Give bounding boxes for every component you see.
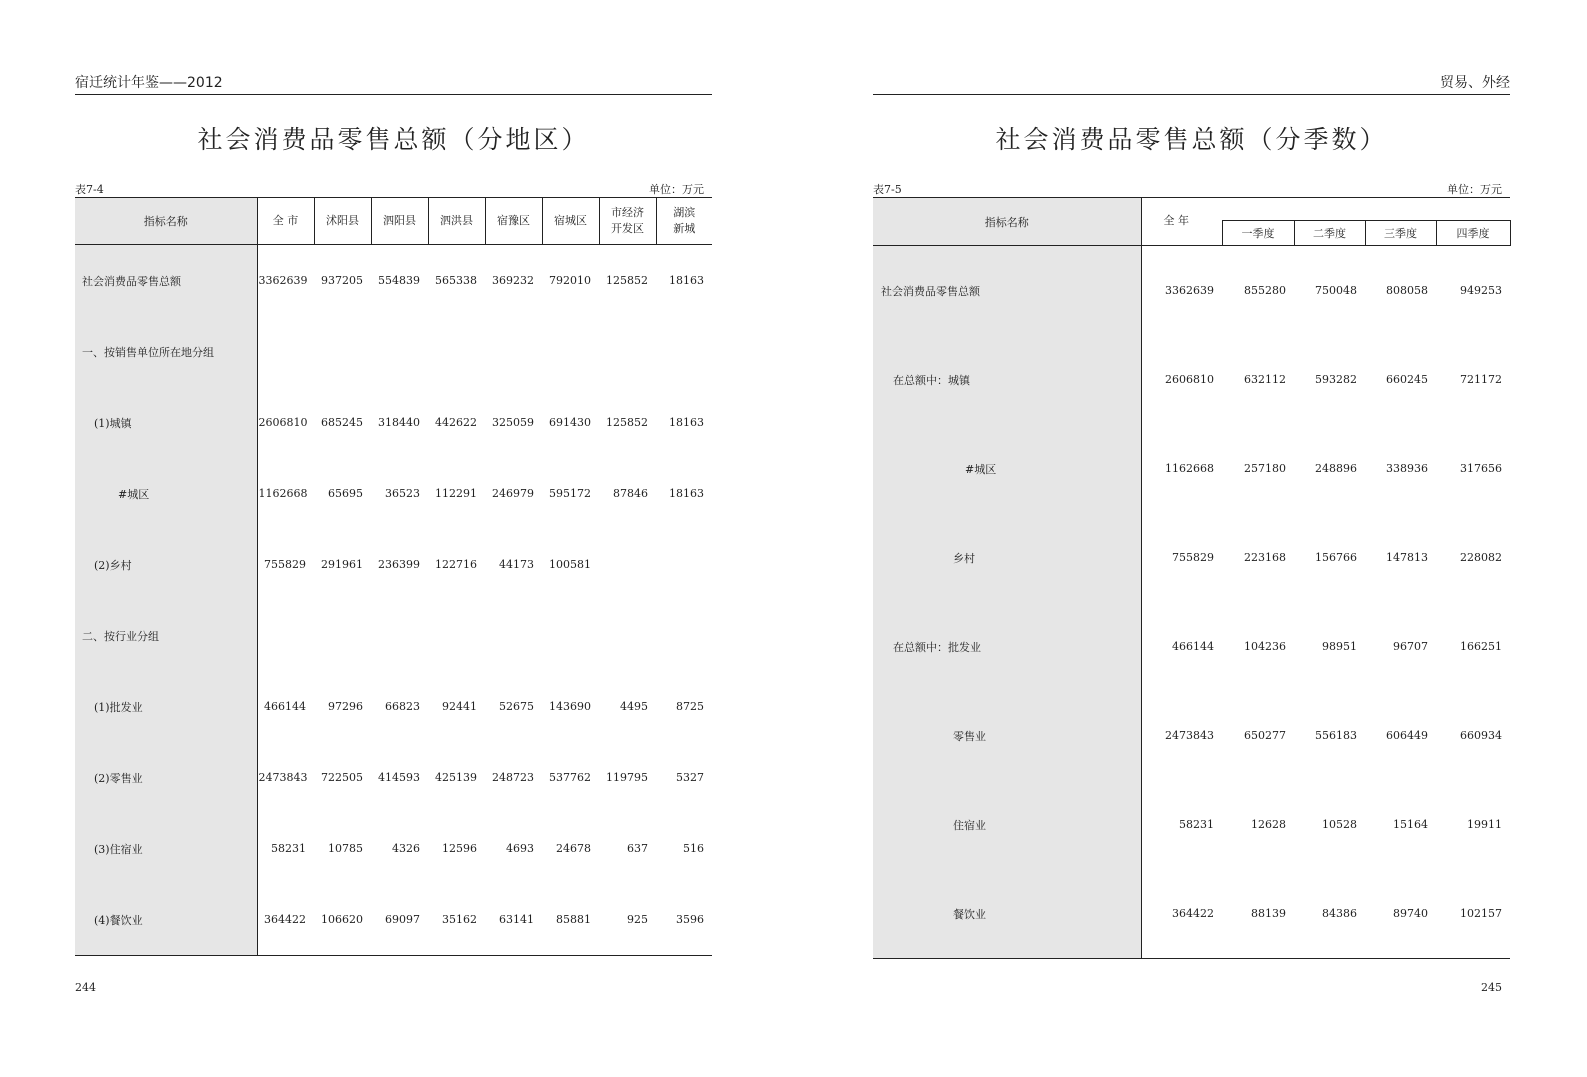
cell-value: 10528 (1322, 818, 1357, 831)
column-header (599, 198, 656, 245)
cell-value: 19911 (1467, 818, 1502, 831)
cell-value: 2606810 (258, 416, 308, 429)
column-header (428, 198, 485, 245)
table-row (75, 884, 712, 956)
cell-value: 96707 (1393, 640, 1428, 653)
column-header (257, 198, 314, 245)
table-row (75, 458, 712, 529)
cell-value: 15164 (1393, 818, 1428, 831)
cell-value: 4326 (392, 842, 420, 855)
cell-value: 223168 (1244, 551, 1286, 564)
table-row (75, 600, 712, 671)
cell-value: 317656 (1460, 462, 1502, 475)
cell-value: 660245 (1386, 373, 1428, 386)
cell-value: 414593 (378, 771, 420, 784)
cell-value: 166251 (1460, 640, 1502, 653)
cell-value: 425139 (435, 771, 477, 784)
column-header-indicator: 指标名称 (75, 198, 257, 245)
page-number: 244 (75, 981, 96, 994)
column-header (485, 198, 542, 245)
cell-value: 2473843 (258, 771, 308, 784)
cell-value: 2606810 (1165, 373, 1214, 386)
row-label: #城区 (873, 424, 1141, 513)
cell-value: 755829 (264, 558, 306, 571)
header-spacer (1222, 198, 1510, 221)
unit-label: 单位：万元 (649, 183, 704, 196)
cell-value: 65695 (328, 487, 363, 500)
cell-value: 3362639 (258, 274, 308, 287)
table-row (75, 245, 712, 317)
cell-value: 58231 (271, 842, 306, 855)
cell-value: 97296 (328, 700, 363, 713)
row-label: 零售业 (873, 691, 1141, 780)
table-row (873, 869, 1510, 959)
table-header-row (873, 198, 1510, 221)
cell-value: 722505 (321, 771, 363, 784)
table-row (75, 813, 712, 884)
cell-value: 36523 (385, 487, 420, 500)
cell-value: 147813 (1386, 551, 1428, 564)
cell-value: 593282 (1315, 373, 1357, 386)
column-header (656, 198, 712, 245)
column-header-indicator: 指标名称 (873, 198, 1141, 246)
cell-value: 808058 (1386, 284, 1428, 297)
cell-value: 112291 (435, 487, 477, 500)
cell-value: 63141 (485, 884, 542, 956)
row-label: 在总额中：批发业 (873, 602, 1141, 691)
row-label: (2)乡村 (75, 529, 257, 600)
cell-value: 466144 (1172, 640, 1214, 653)
cell-value (656, 600, 712, 671)
column-header-quarter: 一季度 (1222, 221, 1294, 246)
cell-value: 122716 (435, 558, 477, 571)
cell-value: 228082 (1460, 551, 1502, 564)
cell-value: 119795 (606, 771, 648, 784)
cell-value: 18163 (669, 416, 704, 429)
cell-value: 156766 (1315, 551, 1357, 564)
cell-value (656, 529, 712, 600)
cell-value: 257180 (1244, 462, 1286, 475)
row-label: #城区 (75, 458, 257, 529)
cell-value: 3596 (656, 884, 712, 956)
cell-value: 10785 (328, 842, 363, 855)
cell-value: 84386 (1294, 869, 1365, 959)
row-label: (4)餐饮业 (75, 884, 257, 956)
section-title: 贸易、外经 (1440, 75, 1510, 91)
region-table (75, 197, 712, 956)
cell-value: 1162668 (258, 487, 308, 500)
cell-value: 516 (683, 842, 704, 855)
cell-value: 632112 (1244, 373, 1286, 386)
cell-value: 660934 (1460, 729, 1502, 742)
cell-value (599, 600, 656, 671)
cell-value: 556183 (1315, 729, 1357, 742)
column-header-line: 全 市 (272, 214, 299, 227)
cell-value: 637 (627, 842, 648, 855)
cell-value: 102157 (1436, 869, 1510, 959)
row-label: (2)零售业 (75, 742, 257, 813)
cell-value (371, 316, 428, 387)
column-header-line: 新城 (673, 222, 696, 235)
cell-value: 537762 (549, 771, 591, 784)
table-row (75, 387, 712, 458)
cell-value (599, 316, 656, 387)
cell-value: 52675 (499, 700, 534, 713)
cell-value: 104236 (1244, 640, 1286, 653)
row-label: 住宿业 (873, 780, 1141, 869)
row-label: 乡村 (873, 513, 1141, 602)
cell-value: 925 (599, 884, 656, 956)
cell-value: 100581 (549, 558, 591, 571)
cell-value (599, 529, 656, 600)
table-row (873, 246, 1510, 336)
table-row (75, 742, 712, 813)
cell-value: 85881 (542, 884, 599, 956)
cell-value: 2473843 (1165, 729, 1214, 742)
column-header (542, 198, 599, 245)
cell-value: 792010 (549, 274, 591, 287)
quarter-table (873, 197, 1511, 959)
cell-value: 318440 (378, 416, 420, 429)
row-label: (3)住宿业 (75, 813, 257, 884)
row-label: 餐饮业 (873, 869, 1141, 959)
table-title-by-region: 社会消费品零售总额（分地区） (197, 125, 590, 154)
cell-value: 364422 (1141, 869, 1222, 959)
row-label: 在总额中：城镇 (873, 335, 1141, 424)
cell-value: 246979 (492, 487, 534, 500)
cell-value (314, 600, 371, 671)
cell-value: 685245 (321, 416, 363, 429)
cell-value: 949253 (1460, 284, 1502, 297)
cell-value (428, 316, 485, 387)
column-header-line: 宿豫区 (497, 214, 530, 227)
cell-value (485, 316, 542, 387)
cell-value: 92441 (442, 700, 477, 713)
column-header-line: 湖滨 (673, 206, 696, 219)
cell-value: 248896 (1315, 462, 1357, 475)
cell-value: 325059 (492, 416, 534, 429)
cell-value (485, 600, 542, 671)
table-row (873, 691, 1510, 780)
row-label: 二、按行业分组 (75, 600, 257, 671)
unit-label: 单位：万元 (1447, 183, 1502, 196)
page-number: 245 (1481, 981, 1502, 994)
cell-value (542, 600, 599, 671)
table-number: 表7-4 (75, 183, 104, 196)
cell-value: 3362639 (1165, 284, 1214, 297)
table-row (873, 513, 1510, 602)
table-row (75, 671, 712, 742)
cell-value: 106620 (314, 884, 371, 956)
column-header-line: 宿城区 (554, 214, 587, 227)
cell-value: 125852 (606, 274, 648, 287)
cell-value: 69097 (371, 884, 428, 956)
cell-value: 8725 (676, 700, 704, 713)
cell-value (314, 316, 371, 387)
cell-value: 595172 (549, 487, 591, 500)
table-row (873, 602, 1510, 691)
cell-value: 721172 (1460, 373, 1502, 386)
cell-value: 937205 (321, 274, 363, 287)
cell-value: 44173 (499, 558, 534, 571)
running-header-right (873, 76, 1510, 95)
table-row (873, 424, 1510, 513)
cell-value: 606449 (1386, 729, 1428, 742)
cell-value: 855280 (1244, 284, 1286, 297)
column-header-line: 开发区 (611, 222, 644, 235)
row-label: 一、按销售单位所在地分组 (75, 316, 257, 387)
cell-value: 248723 (492, 771, 534, 784)
cell-value: 4495 (620, 700, 648, 713)
column-header-quarter: 二季度 (1294, 221, 1365, 246)
row-label: 社会消费品零售总额 (873, 246, 1141, 336)
cell-value: 338936 (1386, 462, 1428, 475)
cell-value (542, 316, 599, 387)
column-header-line: 泗阳县 (383, 214, 416, 227)
cell-value: 12596 (442, 842, 477, 855)
cell-value: 466144 (264, 700, 306, 713)
cell-value: 5327 (676, 771, 704, 784)
cell-value: 4693 (506, 842, 534, 855)
table-title-by-quarter: 社会消费品零售总额（分季数） (995, 125, 1388, 154)
row-label: 社会消费品零售总额 (75, 245, 257, 317)
running-header-left (75, 76, 712, 95)
cell-value (428, 600, 485, 671)
cell-value: 554839 (378, 274, 420, 287)
cell-value: 236399 (378, 558, 420, 571)
cell-value: 89740 (1365, 869, 1436, 959)
row-label: (1)城镇 (75, 387, 257, 458)
cell-value: 18163 (669, 274, 704, 287)
cell-value: 1162668 (1165, 462, 1214, 475)
cell-value: 58231 (1179, 818, 1214, 831)
cell-value: 364422 (257, 884, 314, 956)
row-label: (1)批发业 (75, 671, 257, 742)
cell-value: 442622 (435, 416, 477, 429)
column-header (314, 198, 371, 245)
cell-value: 18163 (669, 487, 704, 500)
table-header-row (75, 198, 712, 245)
table-number: 表7-5 (873, 183, 902, 196)
cell-value: 691430 (549, 416, 591, 429)
column-header-quarter: 三季度 (1365, 221, 1436, 246)
cell-value: 98951 (1322, 640, 1357, 653)
table-row (75, 316, 712, 387)
cell-value: 650277 (1244, 729, 1286, 742)
cell-value: 750048 (1315, 284, 1357, 297)
column-header-line: 沭阳县 (326, 214, 359, 227)
cell-value (371, 600, 428, 671)
cell-value (257, 600, 314, 671)
column-header-quarter: 四季度 (1436, 221, 1510, 246)
cell-value (257, 316, 314, 387)
column-header-year: 全 年 (1141, 198, 1222, 246)
cell-value: 565338 (435, 274, 477, 287)
cell-value: 24678 (556, 842, 591, 855)
cell-value: 35162 (428, 884, 485, 956)
table-row (873, 780, 1510, 869)
cell-value: 87846 (613, 487, 648, 500)
cell-value: 369232 (492, 274, 534, 287)
column-header-line: 泗洪县 (440, 214, 473, 227)
cell-value: 125852 (606, 416, 648, 429)
table-row (75, 529, 712, 600)
column-header-line: 市经济 (611, 206, 644, 219)
cell-value: 88139 (1222, 869, 1294, 959)
cell-value: 755829 (1172, 551, 1214, 564)
cell-value: 143690 (549, 700, 591, 713)
yearbook-title: 宿迁统计年鉴——2012 (75, 75, 223, 91)
cell-value: 66823 (385, 700, 420, 713)
cell-value: 291961 (321, 558, 363, 571)
column-header (371, 198, 428, 245)
cell-value: 12628 (1251, 818, 1286, 831)
cell-value (656, 316, 712, 387)
table-row (873, 335, 1510, 424)
